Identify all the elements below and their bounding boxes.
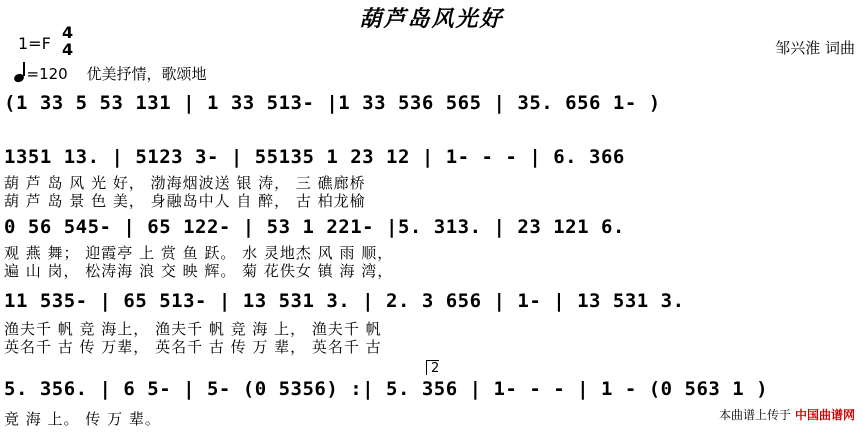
notation-system-2: 1351 13. | 5123 3- | 55135 1 23 12 | 1- - - | 6. 366: [4, 146, 625, 168]
lyric-line: 观 燕 舞； 迎霞亭 上 赏 鱼 跃。 水 灵地杰 风 雨 顺，: [4, 244, 394, 262]
tempo-marking: [14, 63, 207, 84]
notation-system-1: (1 33 5 53 131 | 1 33 513- |1 33 536 565 | 35. 656 1- ): [4, 92, 661, 114]
lyric-line: 葫 芦 岛 景 色 美， 身融岛中人 自 醉， 古 柏龙榆: [4, 192, 366, 210]
lyric-line: 葫 芦 岛 风 光 好， 渤海烟波送 银 涛， 三 礁廊桥: [4, 174, 366, 192]
tempo-value: =120: [26, 65, 68, 83]
meter-top: 4: [62, 23, 74, 42]
notation-system-4: 11 535- | 65 513- | 13 531 3. | 2. 3 656 | 1- | 13 531 3.: [4, 290, 685, 312]
expression-mark: 优美抒情，歌颂地: [86, 65, 207, 83]
song-title: 葫芦岛风光好: [359, 7, 504, 32]
lyric-line: 渔夫千 帆 竞 海上， 渔夫千 帆 竞 海 上， 渔夫千 帆: [4, 320, 382, 338]
lyric-line: 遍 山 岗， 松涛海 浪 交 映 辉。 菊 花佚女 镇 海 湾，: [4, 262, 394, 280]
lyric-line: 竟 海 上。 传 万 辈。: [4, 410, 161, 428]
key-signature: 1=F: [18, 34, 51, 53]
upload-note-text: 本曲谱上传于: [718, 408, 791, 422]
lyric-line: 英名千 古 传 万辈， 英名千 古 传 万 辈， 英名千 古: [4, 338, 382, 356]
site-logo: 中国曲谱网: [794, 408, 855, 422]
meter-bottom: 4: [62, 40, 74, 59]
composer-credit: 邹兴淮 词曲: [775, 39, 855, 57]
time-signature: [62, 24, 73, 58]
upload-note: [719, 406, 855, 423]
notation-system-5: 5. 356. | 6 5- | 5- (0 5356) :| 5. 356 | 1- - - | 1 - (0 563 1 ): [4, 378, 769, 400]
notation-system-3: 0 56 545- | 65 122- | 53 1 221- |5. 313. | 23 121 6.: [4, 216, 625, 238]
second-ending-bracket: 2: [426, 360, 439, 375]
